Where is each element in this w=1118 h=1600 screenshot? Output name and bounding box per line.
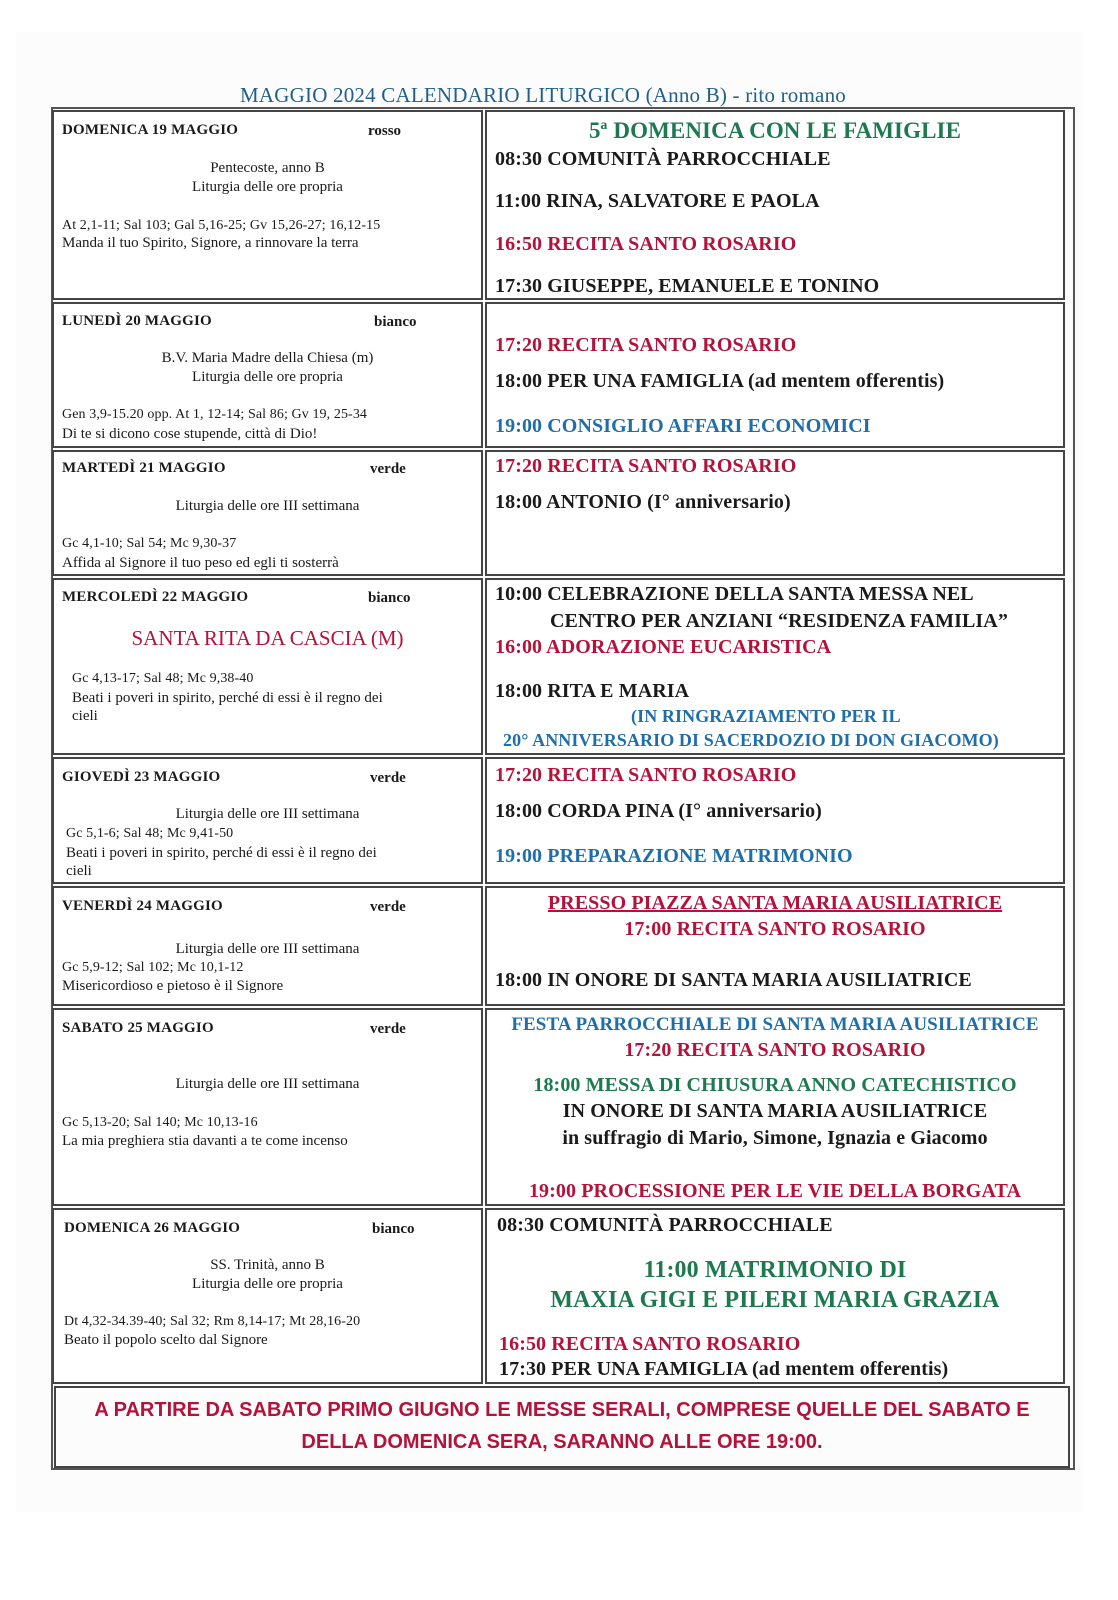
celebration-line: Pentecoste, anno B <box>210 160 325 176</box>
events-cell-20 <box>485 302 1065 448</box>
events-cell-25 <box>485 1008 1065 1206</box>
event: 18:00 IN ONORE DI SANTA MARIA AUSILIATRICE <box>495 969 972 991</box>
readings: At 2,1-11; Sal 103; Gal 5,16-25; Gv 15,26-27; 16,12-15 <box>62 218 381 233</box>
event: 18:00 CORDA PINA (I° anniversario) <box>495 800 822 822</box>
event: 17:20 RECITA SANTO ROSARIO <box>495 455 797 477</box>
celebration-line: Liturgia delle ore III settimana <box>175 1076 360 1092</box>
liturgical-color: bianco <box>372 1221 415 1237</box>
antiphon: Beati i poveri in spirito, perché di essi è il regno dei <box>66 845 377 861</box>
event-heading: 11:00 MATRIMONIO DI <box>643 1257 907 1283</box>
event: 11:00 RINA, SALVATORE E PAOLA <box>495 190 820 212</box>
antiphon: Beati i poveri in spirito, perché di essi è il regno dei <box>72 690 383 706</box>
celebration-line: Liturgia delle ore propria <box>192 1276 343 1292</box>
day-name: LUNEDÌ 20 MAGGIO <box>62 313 212 329</box>
day-name: VENERDÌ 24 MAGGIO <box>62 898 223 914</box>
event: 17:30 PER UNA FAMIGLIA (ad mentem offerentis) <box>499 1358 949 1380</box>
antiphon: Affida al Signore il tuo peso ed egli ti sosterrà <box>62 555 339 571</box>
antiphon: Misericordioso e pietoso è il Signore <box>62 978 284 994</box>
event: 17:00 RECITA SANTO ROSARIO <box>624 918 926 940</box>
day-name: MERCOLEDÌ 22 MAGGIO <box>62 589 249 605</box>
event: 19:00 CONSIGLIO AFFARI ECONOMICI <box>495 415 871 437</box>
celebration-line: Liturgia delle ore propria <box>192 179 343 195</box>
readings: Gc 5,13-20; Sal 140; Mc 10,13-16 <box>62 1115 258 1130</box>
celebration-line: SS. Trinità, anno B <box>210 1257 325 1273</box>
event-heading: 5ª DOMENICA CON LE FAMIGLIE <box>588 118 962 143</box>
day-name: MARTEDÌ 21 MAGGIO <box>62 460 226 476</box>
liturgical-color: bianco <box>374 314 417 330</box>
event: 17:20 RECITA SANTO ROSARIO <box>495 764 797 786</box>
event: 08:30 COMUNITÀ PARROCCHIALE <box>495 148 831 170</box>
event: 17:20 RECITA SANTO ROSARIO <box>624 1039 926 1061</box>
day-name: SABATO 25 MAGGIO <box>62 1020 214 1036</box>
liturgical-color: verde <box>370 461 406 477</box>
readings: Gen 3,9-15.20 opp. At 1, 12-14; Sal 86; Gv 19, 25-34 <box>62 407 368 422</box>
day-cell-23 <box>52 757 483 884</box>
notice-box <box>54 1386 1070 1468</box>
day-cell-24 <box>52 886 483 1006</box>
events-cell-26 <box>485 1208 1065 1384</box>
celebration-line: Liturgia delle ore propria <box>192 369 343 385</box>
antiphon: cieli <box>66 863 92 879</box>
event: IN ONORE DI SANTA MARIA AUSILIATRICE <box>562 1100 988 1122</box>
day-cell-20 <box>52 302 483 448</box>
event: 16:50 RECITA SANTO ROSARIO <box>495 233 797 255</box>
events-cell-19 <box>485 110 1065 300</box>
page-title: MAGGIO 2024 CALENDARIO LITURGICO (Anno B) - rito romano <box>240 83 846 107</box>
event-note: 20° ANNIVERSARIO DI SACERDOZIO DI DON GIACOMO) <box>503 730 999 750</box>
day-name: GIOVEDÌ 23 MAGGIO <box>62 769 221 785</box>
event: 16:50 RECITA SANTO ROSARIO <box>499 1333 801 1355</box>
notice-line: A PARTIRE DA SABATO PRIMO GIUGNO LE MESSE SERALI, COMPRESE QUELLE DEL SABATO E <box>94 1399 1030 1421</box>
celebration-line: Liturgia delle ore III settimana <box>175 806 360 822</box>
antiphon: cieli <box>72 708 98 724</box>
celebration-line: B.V. Maria Madre della Chiesa (m) <box>161 350 374 366</box>
event-heading: MAXIA GIGI E PILERI MARIA GRAZIA <box>550 1287 1000 1313</box>
day-name: DOMENICA 19 MAGGIO <box>62 122 239 138</box>
celebration-line: Liturgia delle ore III settimana <box>175 498 360 514</box>
antiphon: Beato il popolo scelto dal Signore <box>64 1332 268 1348</box>
event: 19:00 PROCESSIONE PER LE VIE DELLA BORGATA <box>528 1180 1022 1202</box>
event-location: PRESSO PIAZZA SANTA MARIA AUSILIATRICE <box>547 892 1003 914</box>
readings: Dt 4,32-34.39-40; Sal 32; Rm 8,14-17; Mt 28,16-20 <box>64 1314 361 1329</box>
day-name: DOMENICA 26 MAGGIO <box>64 1220 241 1236</box>
event: CENTRO PER ANZIANI “RESIDENZA FAMILIA” <box>550 610 1008 632</box>
day-cell-22 <box>52 578 483 755</box>
liturgical-color: rosso <box>368 123 402 139</box>
event-note: (IN RINGRAZIAMENTO PER IL <box>631 706 901 726</box>
liturgical-color: verde <box>370 1021 406 1037</box>
events-cell-22 <box>485 578 1065 755</box>
day-cell-21 <box>52 450 483 576</box>
day-cell-25 <box>52 1008 483 1206</box>
event: 08:30 COMUNITÀ PARROCCHIALE <box>497 1214 833 1236</box>
events-cell-24 <box>485 886 1065 1006</box>
readings: Gc 5,1-6; Sal 48; Mc 9,41-50 <box>66 826 234 841</box>
readings: Gc 4,1-10; Sal 54; Mc 9,30-37 <box>62 536 237 551</box>
readings: Gc 4,13-17; Sal 48; Mc 9,38-40 <box>72 671 254 686</box>
event: 16:00 ADORAZIONE EUCARISTICA <box>495 636 832 658</box>
events-cell-21 <box>485 450 1065 576</box>
events-cell-23 <box>485 757 1065 884</box>
event: 18:00 RITA E MARIA <box>495 680 690 702</box>
antiphon: La mia preghiera stia davanti a te come incenso <box>62 1133 348 1149</box>
readings: Gc 5,9-12; Sal 102; Mc 10,1-12 <box>62 960 244 975</box>
celebration-line: Liturgia delle ore III settimana <box>175 941 360 957</box>
event: 17:20 RECITA SANTO ROSARIO <box>495 334 797 356</box>
notice-line: DELLA DOMENICA SERA, SARANNO ALLE ORE 19:00. <box>301 1431 823 1453</box>
event-heading: FESTA PARROCCHIALE DI SANTA MARIA AUSILIATRICE <box>511 1014 1039 1035</box>
liturgical-color: verde <box>370 899 406 915</box>
liturgical-color: bianco <box>368 590 411 606</box>
event: 10:00 CELEBRAZIONE DELLA SANTA MESSA NEL <box>495 583 974 605</box>
event: 18:00 ANTONIO (I° anniversario) <box>495 491 791 513</box>
day-cell-26 <box>52 1208 483 1384</box>
event-note: in suffragio di Mario, Simone, Ignazia e Giacomo <box>562 1127 988 1149</box>
saint-name: SANTA RITA DA CASCIA (M) <box>131 626 404 650</box>
antiphon: Di te si dicono cose stupende, città di Dio! <box>62 426 318 442</box>
event: 18:00 MESSA DI CHIUSURA ANNO CATECHISTICO <box>533 1074 1017 1096</box>
liturgical-color: verde <box>370 770 406 786</box>
event: 18:00 PER UNA FAMIGLIA (ad mentem offerentis) <box>495 370 945 392</box>
antiphon: Manda il tuo Spirito, Signore, a rinnovare la terra <box>62 235 359 251</box>
event: 19:00 PREPARAZIONE MATRIMONIO <box>495 845 853 867</box>
event: 17:30 GIUSEPPE, EMANUELE E TONINO <box>495 275 880 297</box>
day-cell-19 <box>52 110 483 300</box>
